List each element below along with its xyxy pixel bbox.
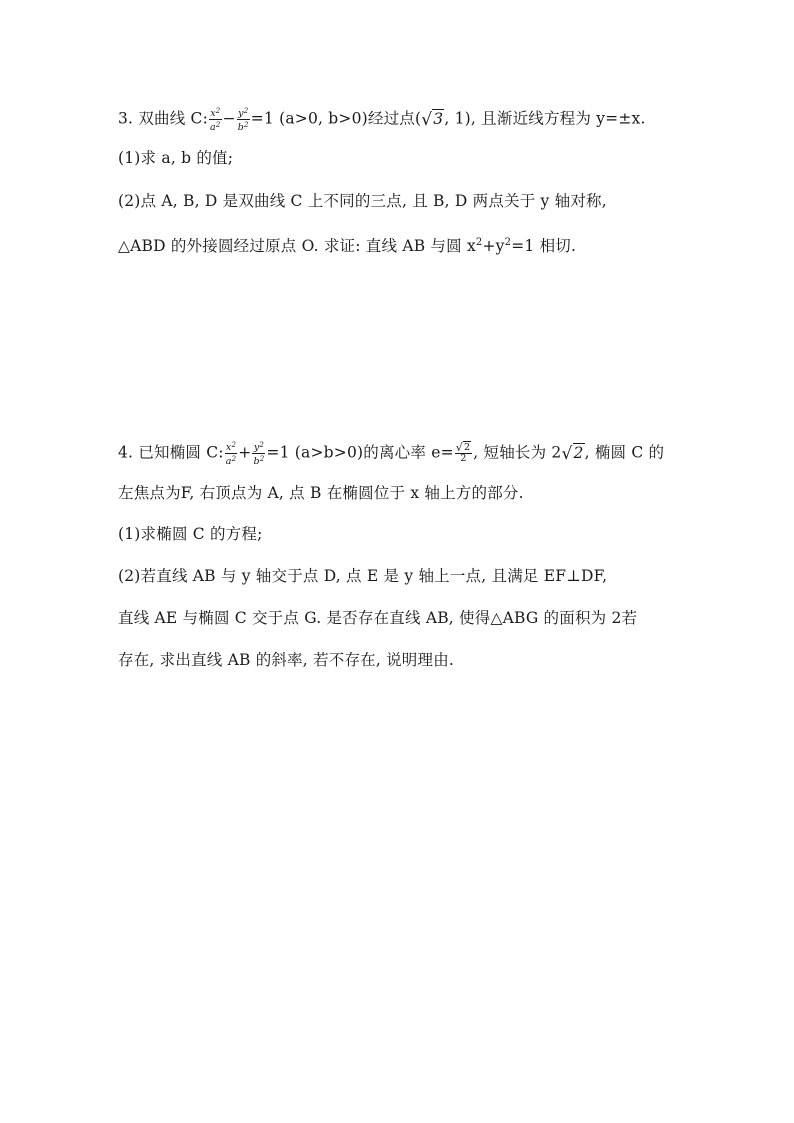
fraction-sqrt2-over-2: $\frac{√2}{2}$: [455, 441, 471, 464]
problem-4-part-2-line-3: 存在, 求出直线 AB 的斜率, 若不存在, 说明理由.: [118, 651, 455, 669]
problem-4-statement: [118, 440, 664, 467]
problem-3-part-2-line-2: △ABD 的外接圆经过原点 O. 求证: 直线 AB 与圆 $x^2+y^2=1$ 相切.: [118, 237, 577, 255]
problem-4-condition-end: , 椭圆 C 的: [584, 443, 665, 462]
problem-4-part-2-line-1: (2)若直线 AB 与 y 轴交于点 D, 点 E 是 y 轴上一点, 且满足 EF⊥DF,: [118, 567, 608, 585]
problem-4-line-2: 左焦点为F, 右顶点为 A, 点 B 在椭圆位于 x 轴上方的部分.: [118, 484, 524, 502]
problem-3-statement: [118, 106, 646, 133]
problem-3-part-1: (1)求 a, b 的值;: [118, 149, 234, 167]
problem-4-condition-mid: , 短轴长为 2: [473, 443, 562, 462]
minus-sign: −: [222, 109, 236, 128]
fraction-x2-over-a2: $\frac{x^2}{a^2}$: [225, 441, 237, 467]
problem-3-condition: =1 (a>0, b>0)经过点(: [250, 109, 422, 128]
problem-4-part-1: (1)求椭圆 C 的方程;: [118, 525, 263, 543]
problem-3-condition-end: , 1), 且渐近线方程为 y=±x.: [444, 109, 646, 128]
fraction-x2-over-a2: $\frac{x^2}{a^2}$: [210, 107, 221, 133]
problem-4-prefix: 4. 已知椭圆 C:: [118, 443, 224, 462]
fraction-y2-over-b2: $\frac{y^2}{b^2}$: [237, 107, 249, 133]
plus-sign: +: [238, 443, 252, 462]
problem-3-part-2-line-1: (2)点 A, B, D 是双曲线 C 上不同的三点, 且 B, D 两点关于 y 轴对称,: [118, 192, 607, 210]
problem-4-condition: =1 (a>b>0)的离心率 e=: [266, 443, 454, 462]
problem-4-part-2-line-2: 直线 AE 与椭圆 C 交于点 G. 是否存在直线 AB, 使得△ABG 的面积为 2若: [118, 609, 638, 627]
problem-3-prefix: 3. 双曲线 C:: [118, 109, 209, 128]
sqrt-3: √3: [421, 109, 444, 130]
fraction-y2-over-b2: $\frac{y^2}{b^2}$: [253, 441, 265, 467]
sqrt-2: √2: [561, 443, 584, 464]
